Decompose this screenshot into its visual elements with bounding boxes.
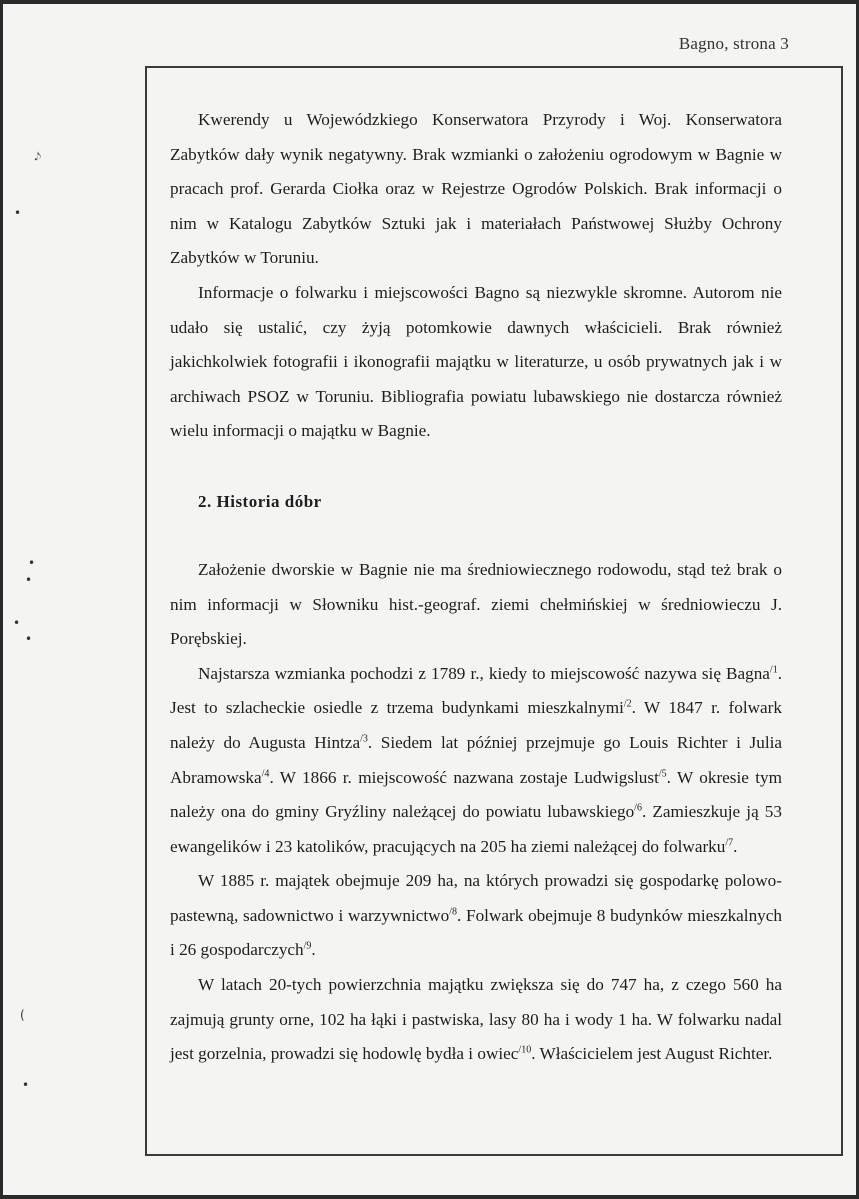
document-body	[170, 103, 782, 1072]
footnote-ref: /8	[449, 906, 457, 918]
paragraph: W latach 20-tych powierzchnia majątku zwiększa się do 747 ha, z czego 560 ha zajmują grunty orne, 102 ha łąki i pastwiska, lasy 80 ha i wody 1 ha. W folwarku nadal jest gorzelnia, prowadzi się hodowlę bydła i owiec$^{/10}$. Właścicielem jest August Richter.	[170, 975, 782, 1064]
footnote-ref: /7	[725, 836, 734, 848]
footnote-ref: /3	[360, 733, 368, 745]
footnote-ref: /2	[623, 698, 632, 710]
margin-mark: •	[25, 573, 33, 587]
page-header: Bagno, strona 3	[678, 34, 789, 53]
paragraph: W 1885 r. majątek obejmuje 209 ha, na których prowadzi się gospodarkę polowo- pastewną, sadownictwo i warzywnictwo$^{/8}$. Folwark obejmuje 8 budynków mieszkalnych i 26 gospodarczych$^{/9}$.	[170, 871, 782, 960]
margin-mark: (	[20, 1008, 25, 1022]
footnote-ref: /4	[261, 767, 270, 779]
margin-mark: 𝆺𝅥𝅮	[34, 150, 41, 164]
footnote-ref: /10	[518, 1044, 532, 1056]
paragraph: Najstarsza wzmianka pochodzi z 1789 r., kiedy to miejscowość nazywa się Bagna$^{/1}$. Jest to szlacheckie osiedle z trzema budynkami mieszkalnymi$^{/2}$. W 1847 r. folwark należy do Augusta Hintza$^{/3}$. Siedem lat później przejmuje go Louis Richter i Julia Abramowska$^{/4}$. W 1866 r. miejscowość nazwana zostaje Ludwigslust$^{/5}$. W okresie tym należy ona do gminy Gryźliny należącej do powiatu lubawskiego$^{/6}$. Zamieszkuje ją 53 ewangelików i 23 katolików, pracujących na 205 ha ziemi należącej do folwarku$^{/7}$.	[170, 663, 783, 856]
paragraph: Informacje o folwarku i miejscowości Bagno są niezwykle skromne. Autorom nie udało się ustalić, czy żyją potomkowie dawnych właścicieli. Brak również jakichkolwiek fotografii i ikonografii majątku w literaturze, u osób prywatnych jak i w archiwach PSOZ w Toruniu. Bibliografia powiatu lubawskiego nie dostarcza również wielu informacji o majątku w Bagnie.	[170, 282, 782, 441]
footnote-ref: /1	[769, 663, 778, 675]
paragraph: Kwerendy u Wojewódzkiego Konserwatora Przyrody i Woj. Konserwatora Zabytków dały wynik negatywny. Brak wzmianki o założeniu ogrodowym w Bagnie w pracach prof. Gerarda Ciołka oraz w Rejestrze Ogrodów Polskich. Brak informacji o nim w Katalogu Zabytków Sztuki jak i materiałach Państwowej Służby Ochrony Zabytków w Toruniu.	[170, 110, 782, 268]
margin-mark: •	[25, 632, 33, 646]
margin-mark: •	[28, 556, 36, 570]
footnote-ref: /5	[658, 767, 667, 779]
paragraph: Założenie dworskie w Bagnie nie ma średniowiecznego rodowodu, stąd też brak o nim informacji w Słowniku hist.-geograf. ziemi chełmińskiej w średniowieczu J. Porębskiej.	[170, 559, 782, 649]
footnote-ref: /9	[303, 940, 312, 952]
scan-edge-bottom	[0, 1195, 859, 1199]
scan-edge-top	[0, 0, 859, 4]
scan-edge-left	[0, 0, 3, 1199]
footnote-ref: /6	[634, 802, 642, 814]
section-heading: 2. Historia dóbr	[198, 491, 322, 511]
margin-mark: •	[22, 1078, 30, 1092]
margin-mark: •	[14, 206, 22, 220]
margin-mark: •	[13, 616, 21, 630]
